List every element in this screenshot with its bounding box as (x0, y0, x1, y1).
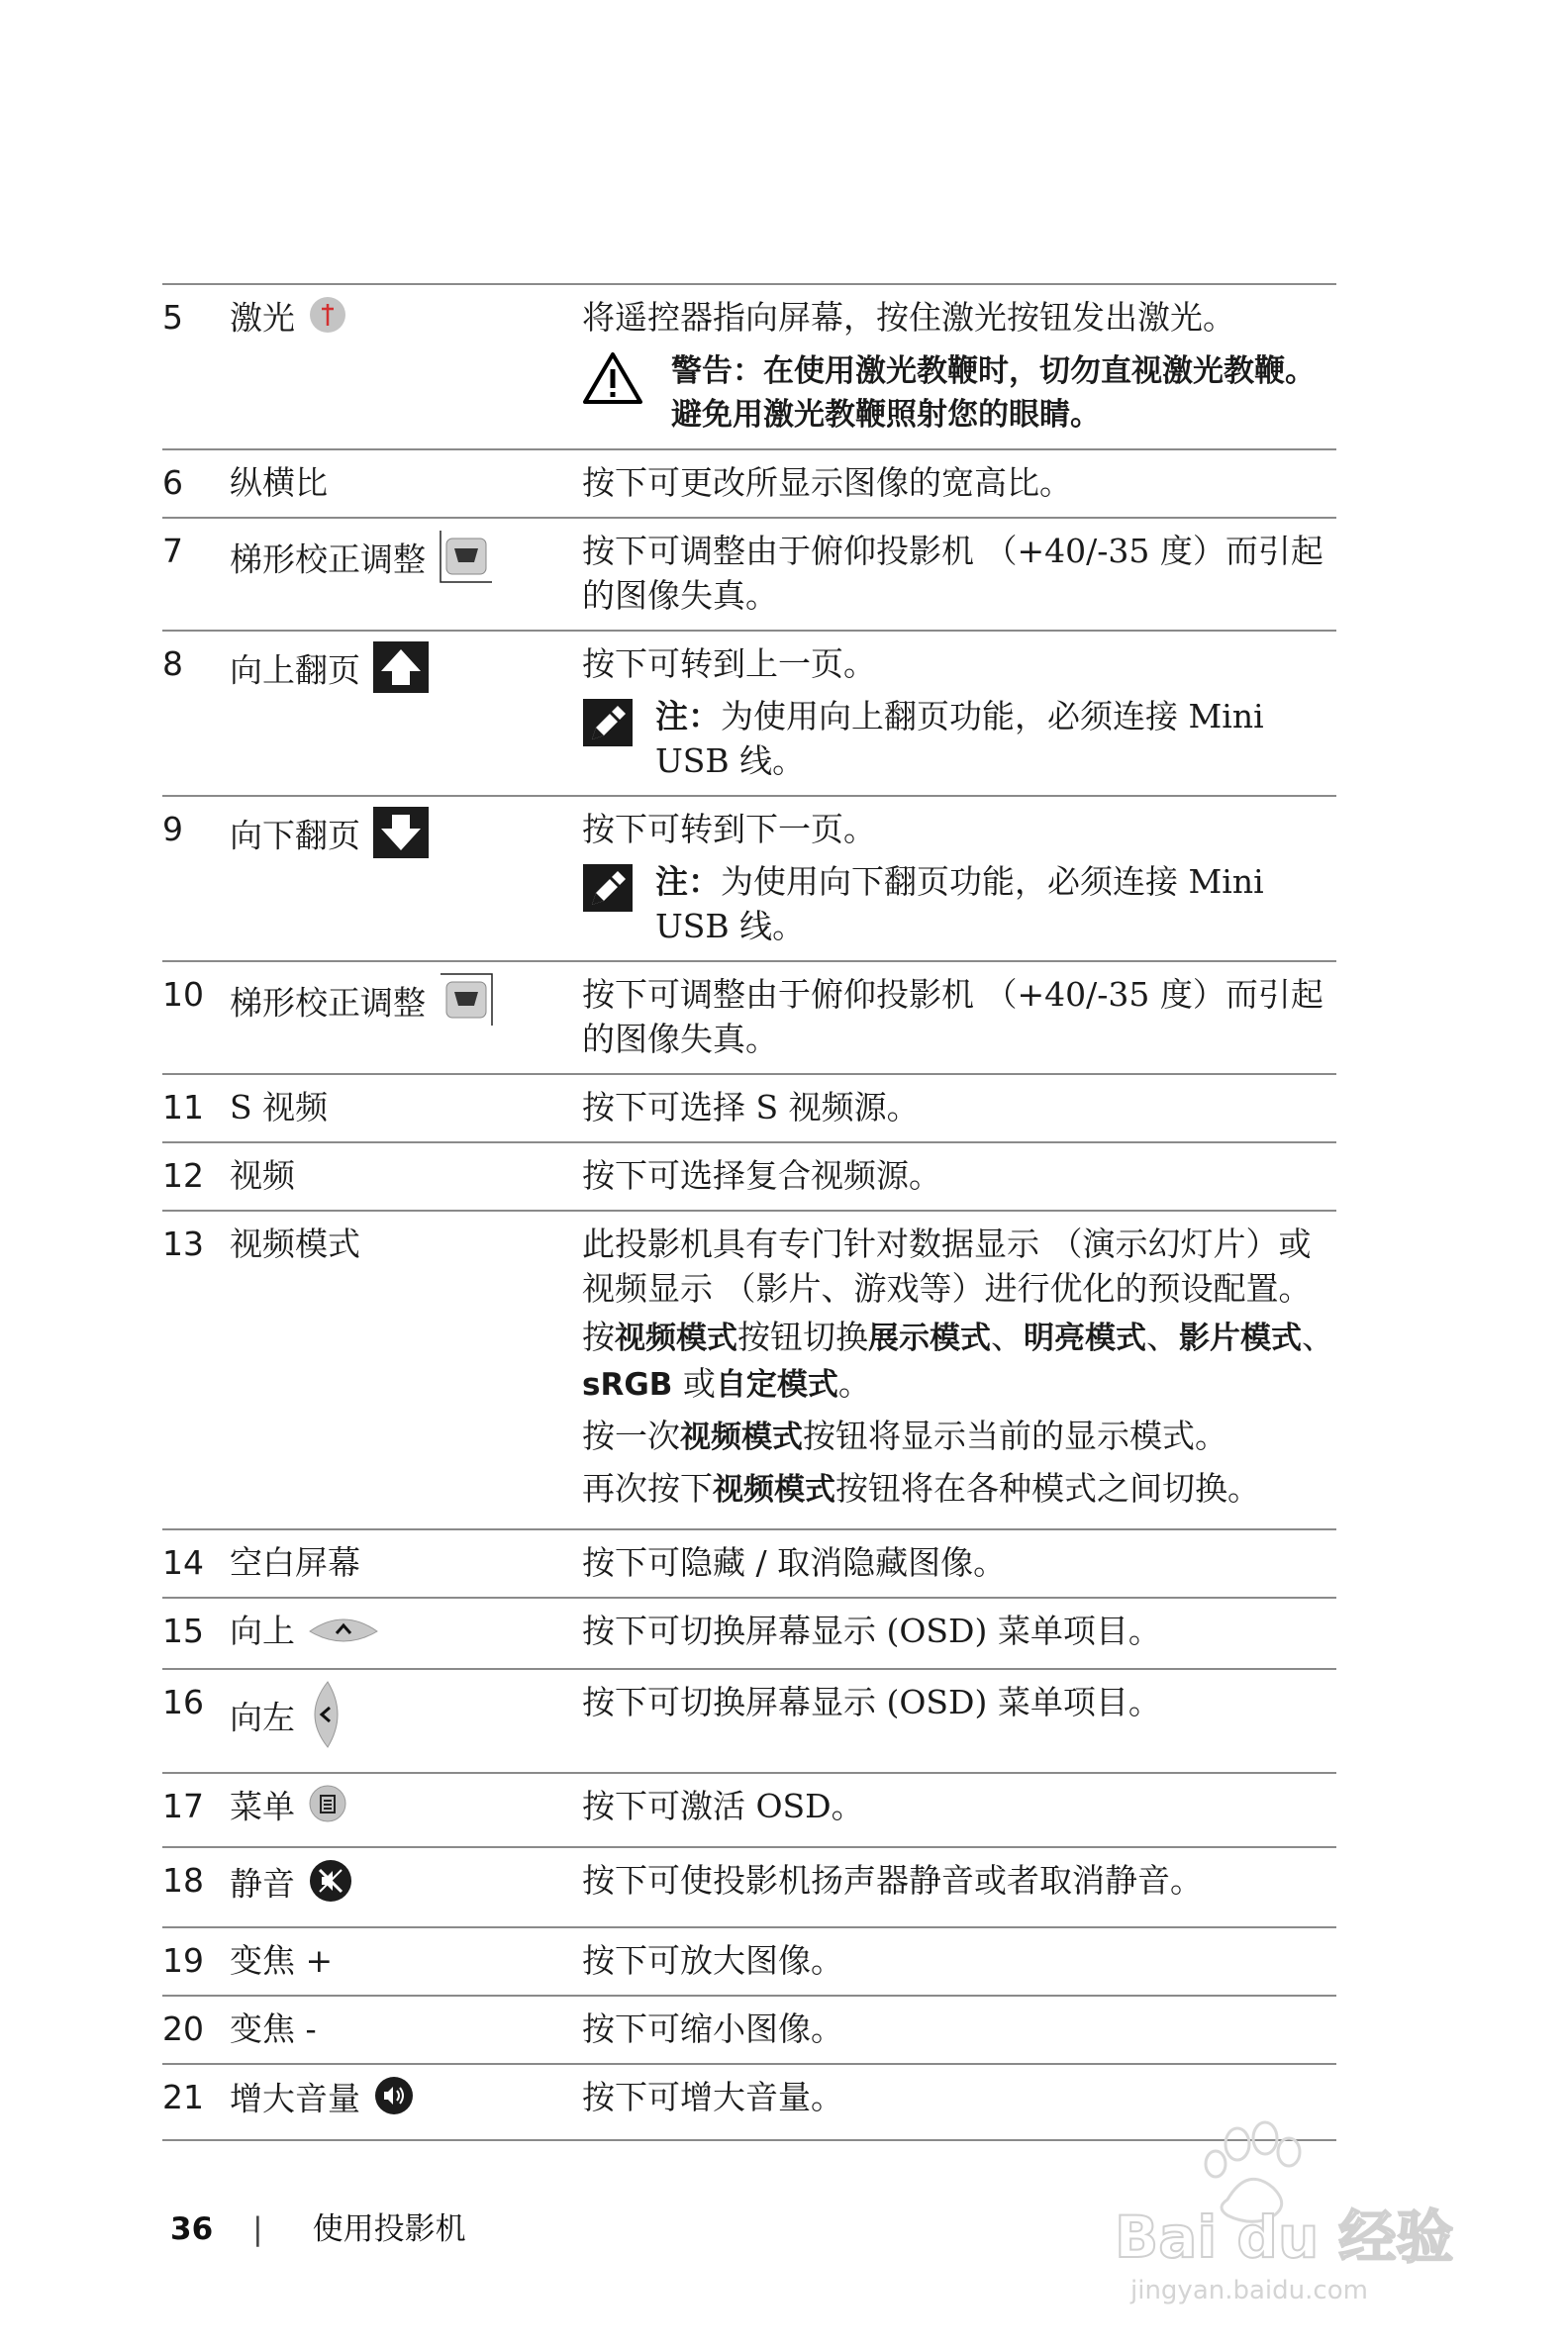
keystone-down-icon (439, 972, 494, 1038)
table-row (162, 1142, 1336, 1211)
watermark-url: jingyan.baidu.com (1130, 2276, 1368, 2305)
table-row (162, 1669, 1336, 1773)
button-name-label: 向上翻页 (230, 650, 360, 690)
table-row (162, 961, 1336, 1074)
row-number: 10 (162, 975, 204, 1014)
button-name-label: 向左 (230, 1698, 295, 1736)
row-number: 11 (162, 1088, 204, 1127)
row-number: 6 (162, 463, 183, 502)
note-text: 为使用向下翻页功能，必须连接 Mini USB 线。 (655, 862, 1264, 945)
button-description: 按下可调整由于俯仰投影机 （+40/-35 度）而引起的图像失真。 (582, 532, 1323, 615)
left-arrow-icon (308, 1680, 342, 1760)
table-row (162, 1211, 1336, 1529)
button-name-label: 梯形校正调整 (230, 539, 426, 579)
page-number: 36 (170, 2211, 214, 2247)
button-name: 纵横比 (230, 463, 328, 502)
button-description: 按下可切换屏幕显示 (OSD) 菜单项目。 (582, 1612, 1161, 1650)
button-name-label: 静音 (230, 1864, 295, 1903)
footer-separator: | (252, 2211, 263, 2247)
description-text: 按下可转到下一页。 (582, 810, 876, 848)
table-row (162, 631, 1336, 796)
table-row (162, 1529, 1336, 1598)
note-block (582, 859, 1336, 948)
button-name (230, 518, 582, 631)
table-row (162, 1074, 1336, 1142)
warning-triangle-icon (582, 351, 643, 416)
note-label: 注： (655, 697, 721, 735)
watermark-logo: Bai du 经验 (1115, 2204, 1454, 2271)
button-name-label: 梯形校正调整 (230, 983, 426, 1023)
button-name: S 视频 (230, 1088, 329, 1127)
menu-icon (308, 1784, 347, 1834)
button-description: 按下可使投影机扬声器静音或者取消静音。 (582, 1860, 1203, 1900)
button-name (230, 284, 582, 449)
note-block (582, 694, 1336, 783)
button-description (582, 1211, 1336, 1529)
button-name: 变焦 + (230, 1940, 334, 1980)
button-description: 按下可放大图像。 (582, 1940, 843, 1980)
page-footer (170, 2204, 466, 2248)
row-number: 15 (162, 1612, 204, 1650)
description-text: 将遥控器指向屏幕，按住激光按钮发出激光。 (582, 298, 1235, 337)
button-name-label: 菜单 (230, 1787, 295, 1825)
row-number: 20 (162, 2009, 204, 2048)
button-name (230, 1598, 582, 1669)
note-pencil-icon (582, 698, 634, 758)
row-number: 9 (162, 810, 183, 848)
button-name-label: 激光 (230, 298, 295, 338)
button-name-label: 向下翻页 (230, 816, 360, 855)
button-name-label: 增大音量 (230, 2079, 360, 2117)
button-description: 按下可选择 S 视频源。 (582, 1088, 920, 1127)
button-name: 视频 (230, 1156, 295, 1195)
row-number: 19 (162, 1940, 204, 1980)
description-text: 此投影机具有专门针对数据显示 （演示幻灯片）或视频显示 （影片、游戏等）进行优化的预设配置。 (582, 1225, 1312, 1308)
row-number: 13 (162, 1225, 204, 1263)
table-row (162, 284, 1336, 449)
description-press-once-text: 按一次视频模式按钮将显示当前的显示模式。 (582, 1417, 1227, 1455)
button-name (230, 796, 582, 961)
table-row (162, 518, 1336, 631)
button-name: 空白屏幕 (230, 1543, 360, 1582)
row-number: 21 (162, 2077, 204, 2116)
page-up-icon (373, 641, 429, 704)
keystone-down-icon (439, 529, 494, 595)
table-row (162, 1927, 1336, 1996)
note-label: 注： (655, 862, 721, 901)
remote-control-buttons-table (162, 283, 1336, 2141)
button-description: 按下可调整由于俯仰投影机 （+40/-35 度）而引起的图像失真。 (582, 975, 1323, 1058)
button-description: 按下可激活 OSD。 (582, 1786, 864, 1825)
row-number: 18 (162, 1860, 204, 1900)
warning-text: 警告：在使用激光教鞭时，切勿直视激光教鞭。避免用激光教鞭照射您的眼睛。 (671, 353, 1316, 433)
button-name (230, 631, 582, 796)
row-number: 8 (162, 644, 183, 683)
row-number: 7 (162, 532, 183, 570)
button-name (230, 1847, 582, 1927)
description-modes-text: 按视频模式按钮切换展示模式、明亮模式、影片模式、 sRGB 或自定模式。 (582, 1318, 1334, 1403)
button-description: 按下可增大音量。 (582, 2077, 843, 2116)
row-number: 16 (162, 1682, 204, 1721)
row-number: 5 (162, 298, 183, 337)
row-number: 12 (162, 1156, 204, 1195)
button-description: 按下可缩小图像。 (582, 2009, 843, 2048)
button-name-label: 向上 (230, 1612, 295, 1650)
button-description (582, 631, 1336, 796)
table-row (162, 796, 1336, 961)
button-name (230, 1773, 582, 1847)
button-name (230, 961, 582, 1074)
mute-icon (308, 1858, 353, 1914)
button-description: 按下可隐藏 / 取消隐藏图像。 (582, 1543, 1007, 1582)
note-pencil-icon (582, 863, 634, 924)
button-name (230, 2064, 582, 2140)
button-description: 按下可切换屏幕显示 (OSD) 菜单项目。 (582, 1682, 1161, 1721)
volume-up-icon (373, 2075, 415, 2127)
row-number: 14 (162, 1543, 204, 1582)
up-arrow-icon (308, 1612, 379, 1656)
button-description (582, 796, 1336, 961)
button-name: 变焦 - (230, 2009, 317, 2048)
button-name (230, 1669, 582, 1773)
table-row (162, 449, 1336, 518)
button-description (582, 284, 1336, 449)
laser-icon (308, 295, 347, 345)
chapter-title: 使用投影机 (312, 2211, 466, 2247)
button-description: 按下可选择复合视频源。 (582, 1156, 941, 1195)
button-description: 按下可更改所显示图像的宽高比。 (582, 463, 1072, 502)
table-row (162, 1996, 1336, 2064)
description-text: 按下可转到上一页。 (582, 644, 876, 683)
warning-block (582, 349, 1336, 437)
description-press-again-text: 再次按下视频模式按钮将在各种模式之间切换。 (582, 1469, 1260, 1508)
button-name: 视频模式 (230, 1225, 360, 1263)
table-row (162, 1847, 1336, 1927)
row-number: 17 (162, 1786, 204, 1825)
page-down-icon (373, 807, 429, 869)
table-row (162, 1598, 1336, 1669)
note-text: 为使用向上翻页功能，必须连接 Mini USB 线。 (655, 697, 1264, 780)
baidu-jingyan-watermark (1099, 2108, 1495, 2306)
table-row (162, 1773, 1336, 1847)
